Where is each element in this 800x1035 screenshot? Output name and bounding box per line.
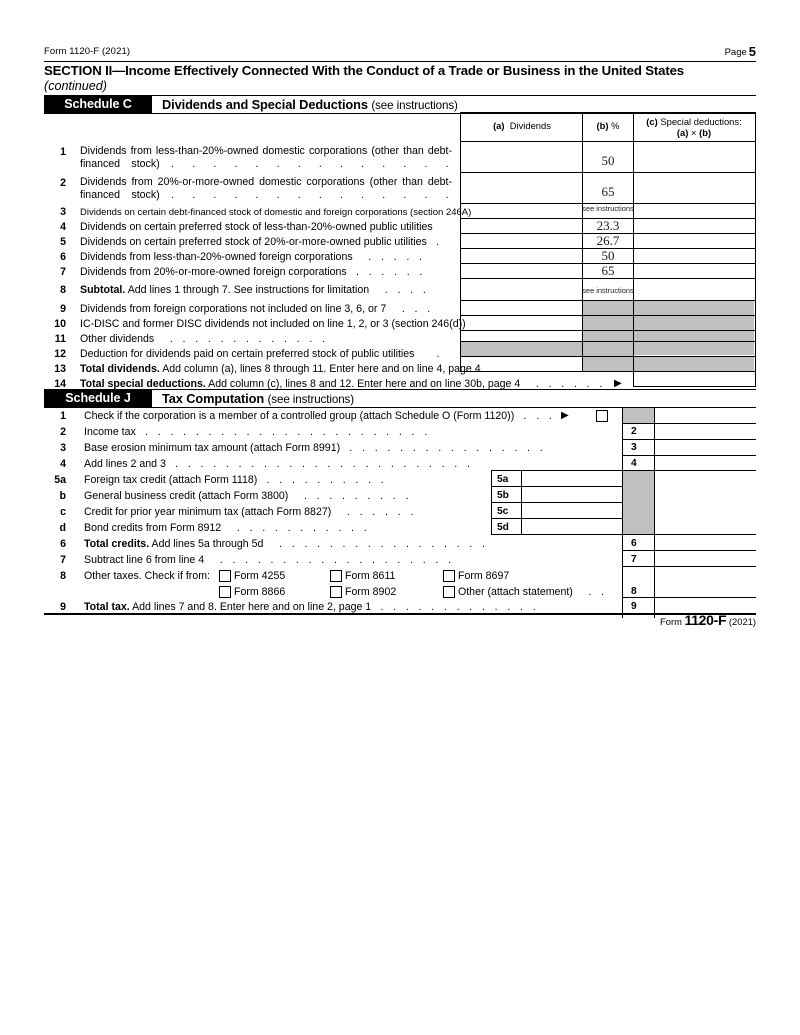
sc-cell-c-2[interactable] <box>634 173 754 203</box>
sj-line-6-bold: Total credits. <box>84 538 150 550</box>
sj-subbox-no-5d: 5d <box>497 522 509 533</box>
sc-line-text-12 <box>80 348 443 361</box>
sj-line-9-label: Add lines 7 and 8. Enter here and on line 2, page 1 <box>132 601 372 613</box>
sj-line-6-leader: . . . . . . . . . . . . . . . . . <box>266 538 489 550</box>
sj-rule-5d <box>491 534 756 535</box>
section-continued: (continued) <box>44 79 108 93</box>
sc-col-b-header <box>584 120 632 131</box>
sc-cell-a-3[interactable] <box>461 204 581 218</box>
sc-cell-c-12[interactable] <box>634 342 754 356</box>
sc-line-text-4 <box>80 221 433 234</box>
sc-header-top-rule <box>460 112 756 113</box>
sc-col-a-marker: (a) <box>493 120 505 131</box>
footer-year: (2021) <box>728 616 756 627</box>
sc-line-7-leader: . . . . . . <box>349 266 426 278</box>
sj-line-6-label: Add lines 5a through 5d <box>151 538 264 550</box>
sj-line-5c-label: Credit for prior year minimum tax (attach Form 8827) <box>84 506 332 518</box>
sc-line-4-label: Dividends on certain preferred stock of less-than-20%-owned public utilities <box>80 221 433 233</box>
sc-line-1-leader: . . . . . . . . . . . . . . <box>171 158 452 170</box>
sc-cell-c-4[interactable] <box>634 219 754 233</box>
sj-other-tax-label-form-8611: Form 8611 <box>345 570 396 582</box>
sc-col-a-label: Dividends <box>509 120 551 131</box>
sc-rule-r14 <box>633 386 756 387</box>
sj-line-2-leader: . . . . . . . . . . . . . . . . . . . . . . . <box>138 426 431 438</box>
sc-line-no-14: 14 <box>54 378 66 390</box>
sj-line-1-arrow-icon: ▶ <box>561 410 569 421</box>
sc-line-12-leader: . <box>417 348 443 360</box>
sc-line-12-label: Deduction for dividends paid on certain preferred stock of public utilities <box>80 348 415 360</box>
sc-vline-right <box>755 112 756 386</box>
sj-line-no-8: 8 <box>60 570 66 582</box>
sc-pct-7: 65 <box>601 263 615 278</box>
sj-box-no-9: 9 <box>631 601 637 612</box>
sj-line-no-7: 7 <box>60 554 66 566</box>
sj-other-tax-checkbox-form-8611[interactable] <box>330 570 342 582</box>
sc-line-no-6: 6 <box>60 251 66 263</box>
sc-pct-8: see instructions <box>582 286 634 295</box>
sj-line-5c-leader: . . . . . . <box>334 506 417 518</box>
sj-rule-8 <box>622 597 756 598</box>
sc-cell-a-2[interactable] <box>461 173 581 203</box>
sc-line-no-2: 2 <box>60 177 66 189</box>
sc-line-5-leader: . <box>429 236 443 248</box>
sj-line-7-label: Subtract line 6 from line 4 <box>84 554 205 566</box>
sc-col-c-formula-a: (a) <box>676 127 689 138</box>
sc-pct-6: 50 <box>601 248 615 263</box>
sj-other-tax-checkbox-form-8697[interactable] <box>443 570 455 582</box>
sc-line-no-5: 5 <box>60 236 66 248</box>
sc-pct-1: 50 <box>601 153 615 168</box>
schedule-j-title <box>162 390 354 407</box>
schedule-c-title <box>162 96 458 113</box>
sc-line-text-10: IC-DISC and former DISC dividends not included on line 1, 2, or 3 (section 246(d)) <box>80 318 466 330</box>
sj-cell-6[interactable] <box>655 536 755 550</box>
sc-line-11-leader: . . . . . . . . . . . . . <box>157 333 329 345</box>
sc-line-no-8: 8 <box>60 284 66 296</box>
sc-line-14-arrow-icon: ▶ <box>614 378 622 389</box>
sc-col-c-label: Special deductions: <box>660 116 742 127</box>
sc-pct-4: 23.3 <box>596 218 620 233</box>
sc-line-text-3: Dividends on certain debt-financed stock of domestic and foreign corporations (section 246A) <box>80 207 472 218</box>
sc-col-c-marker: (c) <box>646 116 658 127</box>
sj-line-text-6 <box>84 538 488 551</box>
sj-line-text-5b <box>84 490 412 503</box>
sj-rule-5a-top <box>491 470 622 471</box>
sc-line-2-label: Dividends from 20%-or-more-owned domestic corporations (other than debt-financed stock) <box>80 176 452 201</box>
sj-line-no-1: 1 <box>60 410 66 422</box>
sj-rule-4 <box>622 470 756 471</box>
form-id-label: Form 1120-F (2021) <box>44 46 131 57</box>
sc-cell-a-7[interactable] <box>461 264 581 278</box>
sj-line-2-label: Income tax <box>84 426 136 438</box>
sj-box-no-2: 2 <box>631 426 637 437</box>
sj-other-tax-label-form-8866: Form 8866 <box>234 586 286 598</box>
sj-rule-7 <box>622 566 756 567</box>
sc-line-no-11: 11 <box>54 333 66 345</box>
sc-shade-bc-13 <box>582 356 754 371</box>
sj-line-no-3: 3 <box>60 442 66 454</box>
sj-cell-9[interactable] <box>655 599 755 613</box>
sj-other-tax-label-form-4255: Form 4255 <box>234 570 286 582</box>
schedule-c-title-text: Dividends and Special Deductions <box>162 97 368 112</box>
sj-other-tax-checkbox-form-8866[interactable] <box>219 586 231 598</box>
sj-line-1-leader: . . . <box>517 410 556 422</box>
sj-line-9-bold: Total tax. <box>84 601 130 613</box>
sj-shade-line1 <box>622 408 654 423</box>
sc-cell-a-13[interactable] <box>461 357 581 371</box>
sc-line-no-9: 9 <box>60 303 66 315</box>
sj-line-text-8: Other taxes. Check if from: <box>84 570 210 582</box>
page-footer <box>660 612 756 628</box>
section-title: SECTION II—Income Effectively Connected With the Conduct of a Trade or Business in the United States <box>44 63 684 78</box>
sc-line-6-leader: . . . . . <box>355 251 426 263</box>
sj-line-text-9 <box>84 601 539 614</box>
page-number: 5 <box>748 44 756 59</box>
sc-col-b-label: % <box>611 120 620 131</box>
sj-cell-5d[interactable] <box>522 520 621 534</box>
schedule-j-title-text: Tax Computation <box>162 391 265 406</box>
sc-shade-a-12 <box>460 341 634 356</box>
sj-line-3-leader: . . . . . . . . . . . . . . . . <box>343 442 547 454</box>
sj-line-no-9: 9 <box>60 601 66 613</box>
sc-cell-c-3[interactable] <box>634 204 754 218</box>
sc-line-text-5 <box>80 236 442 249</box>
sc-line-14-bold: Total special deductions. <box>80 378 206 390</box>
sc-line-no-12: 12 <box>54 348 66 360</box>
sj-line-text-3 <box>84 442 546 455</box>
sj-cell-3[interactable] <box>655 440 755 454</box>
sc-line-no-1: 1 <box>60 146 66 158</box>
sc-line-9-leader: . . . <box>389 303 434 315</box>
sc-line-1-label: Dividends from less-than-20%-owned domestic corporations (other than debt-financed stock) <box>80 145 452 170</box>
sj-rule-6 <box>622 550 756 551</box>
schedule-c-tag: Schedule C <box>44 96 152 113</box>
sj-other-tax-other-text: Other (attach statement) <box>458 586 573 598</box>
sj-line-5b-leader: . . . . . . . . . <box>291 490 412 502</box>
sc-line-8-leader: . . . . <box>372 284 430 296</box>
sj-line-5b-label: General business credit (attach Form 3800) <box>84 490 289 502</box>
sj-controlled-group-checkbox[interactable] <box>596 410 608 422</box>
sc-line-14-leader: . . . . . . <box>523 378 606 390</box>
sj-box-no-3: 3 <box>631 442 637 453</box>
sc-cell-c-6[interactable] <box>634 249 754 263</box>
sc-line-text-7 <box>80 266 426 279</box>
sj-line-no-5c: c <box>60 506 66 518</box>
sc-cell-a-5[interactable] <box>461 234 581 248</box>
sj-shade-line5 <box>622 470 654 534</box>
sc-line-2-leader: . . . . . . . . . . . . . . <box>171 189 452 201</box>
schedule-j-bar <box>44 389 756 408</box>
sc-cell-c-1[interactable] <box>634 142 754 172</box>
sj-other-tax-label-other <box>458 586 608 599</box>
sj-line-5d-leader: . . . . . . . . . . . <box>224 522 371 534</box>
sc-line-text-6 <box>80 251 425 264</box>
sc-line-text-13 <box>80 363 481 376</box>
sj-line-no-2: 2 <box>60 426 66 438</box>
sj-cell-7[interactable] <box>655 552 755 566</box>
sj-box-no-7: 7 <box>631 554 637 565</box>
sc-col-c-header <box>634 116 754 138</box>
sc-cell-a-10[interactable] <box>461 316 581 330</box>
sc-line-14-label: Add column (c), lines 8 and 12. Enter here and on line 30b, page 4 <box>208 378 521 390</box>
sj-line-3-label: Base erosion minimum tax amount (attach Form 8991) <box>84 442 341 454</box>
sc-line-13-bold: Total dividends. <box>80 363 160 375</box>
sc-cell-c-14[interactable] <box>634 372 754 386</box>
sc-col-b-marker: (b) <box>596 120 609 131</box>
sj-line-no-5b: b <box>59 490 66 502</box>
sj-line-8-leader: . . <box>575 586 608 598</box>
sc-line-no-10: 10 <box>54 318 66 330</box>
sj-other-tax-checkbox-form-8902[interactable] <box>330 586 342 598</box>
header-rule <box>44 61 756 62</box>
sc-line-text-1 <box>80 145 452 171</box>
sc-cell-a-11[interactable] <box>461 331 581 341</box>
sc-line-8-label: Add lines 1 through 7. See instructions for limitation <box>127 284 370 296</box>
sj-other-tax-label-form-8697: Form 8697 <box>458 570 510 582</box>
sc-cell-c-5[interactable] <box>634 234 754 248</box>
sc-cell-a-9[interactable] <box>461 301 581 315</box>
sc-line-text-9 <box>80 303 434 316</box>
sj-subbox-no-5c: 5c <box>497 506 509 517</box>
sc-line-text-11 <box>80 333 328 346</box>
sc-cell-c-8[interactable] <box>634 279 754 300</box>
sj-other-tax-label-form-8902: Form 8902 <box>345 586 397 598</box>
sc-cell-a-4[interactable] <box>461 219 581 233</box>
sj-line-5a-label: Foreign tax credit (attach Form 1118) <box>84 474 258 486</box>
sj-subbox-no-5b: 5b <box>497 490 509 501</box>
page-number-label <box>725 44 756 59</box>
sj-line-1-label: Check if the corporation is a member of a controlled group (attach Schedule O (Form 1120)) <box>84 410 515 422</box>
sc-col-c-formula-b: (b) <box>699 127 712 138</box>
sj-line-no-4: 4 <box>60 458 66 470</box>
sc-col-a-header <box>462 120 582 131</box>
sj-line-9-leader: . . . . . . . . . . . . . <box>374 601 540 613</box>
page-header <box>44 44 756 62</box>
sj-cell-5c[interactable] <box>522 504 621 518</box>
sj-line-5a-leader: . . . . . . . . . . <box>260 474 388 486</box>
sj-line-text-5c <box>84 506 417 519</box>
sj-box-no-4: 4 <box>631 458 637 469</box>
footer-form-number: 1120-F <box>684 612 727 628</box>
sj-line-no-5d: d <box>59 522 66 534</box>
sc-cell-a-6[interactable] <box>461 249 581 263</box>
sj-line-4-label: Add lines 2 and 3 <box>84 458 166 470</box>
sj-cell-5a[interactable] <box>522 472 621 486</box>
sc-pct-3: see instructions <box>582 204 634 213</box>
sj-line-text-1 <box>84 410 555 423</box>
sc-line-6-label: Dividends from less-than-20%-owned foreign corporations <box>80 251 353 263</box>
sj-box-no-6: 6 <box>631 538 637 549</box>
schedule-c-see-instructions: (see instructions) <box>371 99 458 112</box>
sc-line-text-8 <box>80 284 429 297</box>
sc-pct-5: 26.7 <box>596 233 620 248</box>
sj-cell-5b[interactable] <box>522 488 621 502</box>
sc-line-5-label: Dividends on certain preferred stock of 20%-or-more-owned public utilities <box>80 236 427 248</box>
sj-cell-2[interactable] <box>655 424 755 438</box>
sc-cell-c-7[interactable] <box>634 264 754 278</box>
sj-line-no-6: 6 <box>60 538 66 550</box>
sj-rule-5b <box>491 502 622 503</box>
schedule-j-tag: Schedule J <box>44 390 152 407</box>
sc-line-no-13: 13 <box>54 363 66 375</box>
sj-box-no-8: 8 <box>631 586 637 597</box>
sj-line-7-leader: . . . . . . . . . . . . . . . . . . . <box>207 554 455 566</box>
sc-line-text-2 <box>80 176 452 202</box>
sc-line-no-7: 7 <box>60 266 66 278</box>
sj-rule-5a <box>491 486 622 487</box>
sj-line-text-4 <box>84 458 473 471</box>
sc-line-8-bold: Subtotal. <box>80 284 126 296</box>
sj-line-no-5a: 5a <box>54 474 66 486</box>
sj-subbox-no-5a: 5a <box>497 474 509 485</box>
sj-line-text-2 <box>84 426 431 439</box>
sc-line-11-label: Other dividends <box>80 333 155 345</box>
sj-cell-4[interactable] <box>655 456 755 470</box>
sj-cell-8[interactable] <box>655 568 755 597</box>
sj-rule-5c <box>491 518 622 519</box>
section-heading <box>44 63 756 94</box>
sj-other-tax-checkbox-form-4255[interactable] <box>219 570 231 582</box>
sj-line-text-5a <box>84 474 387 487</box>
sc-line-9-label: Dividends from foreign corporations not included on line 3, 6, or 7 <box>80 303 387 315</box>
sj-line-text-7 <box>84 554 454 567</box>
sc-cell-a-8[interactable] <box>461 279 581 300</box>
sj-line-4-leader: . . . . . . . . . . . . . . . . . . . . . . . . <box>168 458 474 470</box>
sc-cell-a-1[interactable] <box>461 142 581 172</box>
sc-line-no-4: 4 <box>60 221 66 233</box>
sj-line-5d-label: Bond credits from Form 8912 <box>84 522 222 534</box>
sc-pct-2: 65 <box>601 184 615 199</box>
schedule-j-see-instructions: (see instructions) <box>267 393 355 406</box>
sj-other-tax-checkbox-other[interactable] <box>443 586 455 598</box>
sc-line-13-label: Add column (a), lines 8 through 11. Enter here and on line 4, page 4 <box>162 363 481 375</box>
sc-line-no-3: 3 <box>60 206 66 218</box>
sc-col-c-formula-times: × <box>691 127 697 138</box>
sc-line-7-label: Dividends from 20%-or-more-owned foreign corporations <box>80 266 347 278</box>
page-word: Page <box>724 47 747 58</box>
footer-form-word: Form <box>660 616 682 627</box>
sj-line-text-5d <box>84 522 370 535</box>
